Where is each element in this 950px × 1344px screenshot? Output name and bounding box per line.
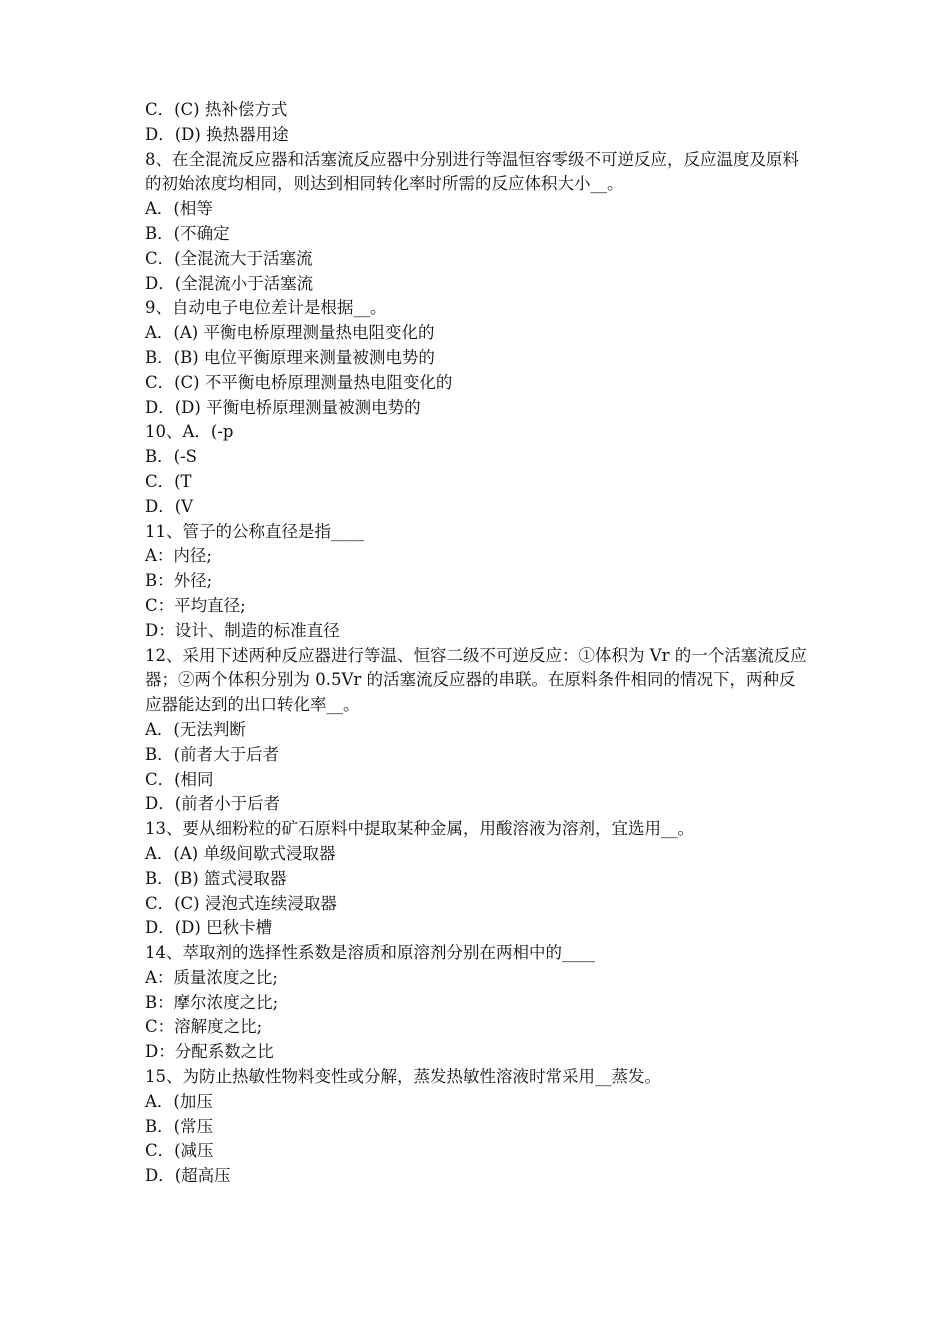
option-line: D．(D) 换热器用途 <box>145 124 289 144</box>
question-12 <box>145 644 810 818</box>
question-stem: 11、管子的公称直径是指____ <box>145 521 364 541</box>
question-stem: 8、在全混流反应器和活塞流反应器中分别进行等温恒容零级不可逆反应，反应温度及原料的初始浓度均相同，则达到相同转化率时所需的反应体积大小__。 <box>145 149 799 194</box>
option-line: C．(C) 不平衡电桥原理测量热电阻变化的 <box>145 372 453 392</box>
option-line: A．(A) 单级间歇式浸取器 <box>145 843 336 863</box>
question-13 <box>145 817 810 941</box>
question-stem: 10、A．(-p <box>145 422 234 442</box>
option-line: D．(全混流小于活塞流 <box>145 273 314 293</box>
option-line: C．(T <box>145 471 192 491</box>
question-8 <box>145 148 810 297</box>
option-line: B：摩尔浓度之比; <box>145 992 279 1012</box>
option-line: D：设计、制造的标准直径 <box>145 620 340 640</box>
option-line: C．(相同 <box>145 769 214 789</box>
option-line: D．(D) 巴秋卡槽 <box>145 918 273 938</box>
option-line: B．(前者大于后者 <box>145 744 280 764</box>
question-10 <box>145 420 810 519</box>
option-line: A：质量浓度之比; <box>145 967 278 987</box>
option-line: B．(-S <box>145 447 197 467</box>
option-line: D．(前者小于后者 <box>145 794 281 814</box>
option-line: D．(超高压 <box>145 1166 231 1186</box>
document-page <box>145 98 810 1189</box>
option-line: A．(相等 <box>145 199 213 219</box>
option-line: A：内径; <box>145 546 212 566</box>
question-stem: 9、自动电子电位差计是根据__。 <box>145 298 387 318</box>
question-11 <box>145 520 810 644</box>
question-stem: 13、要从细粉粒的矿石原料中提取某种金属，用酸溶液为溶剂，宜选用__。 <box>145 819 694 839</box>
option-line: A．(无法判断 <box>145 719 246 739</box>
option-line: B：外径; <box>145 571 213 591</box>
question-15 <box>145 1065 810 1189</box>
question-14 <box>145 941 810 1065</box>
question-stem: 14、萃取剂的选择性系数是溶质和原溶剂分别在两相中的____ <box>145 943 595 963</box>
option-line: C．(全混流大于活塞流 <box>145 248 313 268</box>
question-stem: 12、采用下述两种反应器进行等温、恒容二级不可逆反应：①体积为 Vr 的一个活塞流反应器；②两个体积分别为 0.5Vr 的活塞流反应器的串联。在原料条件相同的情况下，两种反应器能达到的出口转化率__。 <box>145 645 807 715</box>
option-line: B．(不确定 <box>145 223 230 243</box>
option-line: D．(D) 平衡电桥原理测量被测电势的 <box>145 397 421 417</box>
option-line: C．(C) 热补偿方式 <box>145 100 288 119</box>
question-stem: 15、为防止热敏性物料变性或分解，蒸发热敏性溶液时常采用__蒸发。 <box>145 1067 661 1087</box>
option-line: A．(A) 平衡电桥原理测量热电阻变化的 <box>145 323 435 343</box>
option-line: A．(加压 <box>145 1091 213 1111</box>
option-line: C：溶解度之比; <box>145 1017 263 1037</box>
question-9 <box>145 296 810 420</box>
option-line: C．(C) 浸泡式连续浸取器 <box>145 893 337 913</box>
option-line: B．(B) 电位平衡原理来测量被测电势的 <box>145 347 435 367</box>
option-line: D：分配系数之比 <box>145 1042 274 1062</box>
option-line: D．(V <box>145 496 194 516</box>
option-line: C：平均直径; <box>145 595 246 615</box>
option-line: C．(减压 <box>145 1141 214 1161</box>
option-line: B．(常压 <box>145 1116 214 1136</box>
option-line: B．(B) 篮式浸取器 <box>145 868 287 888</box>
